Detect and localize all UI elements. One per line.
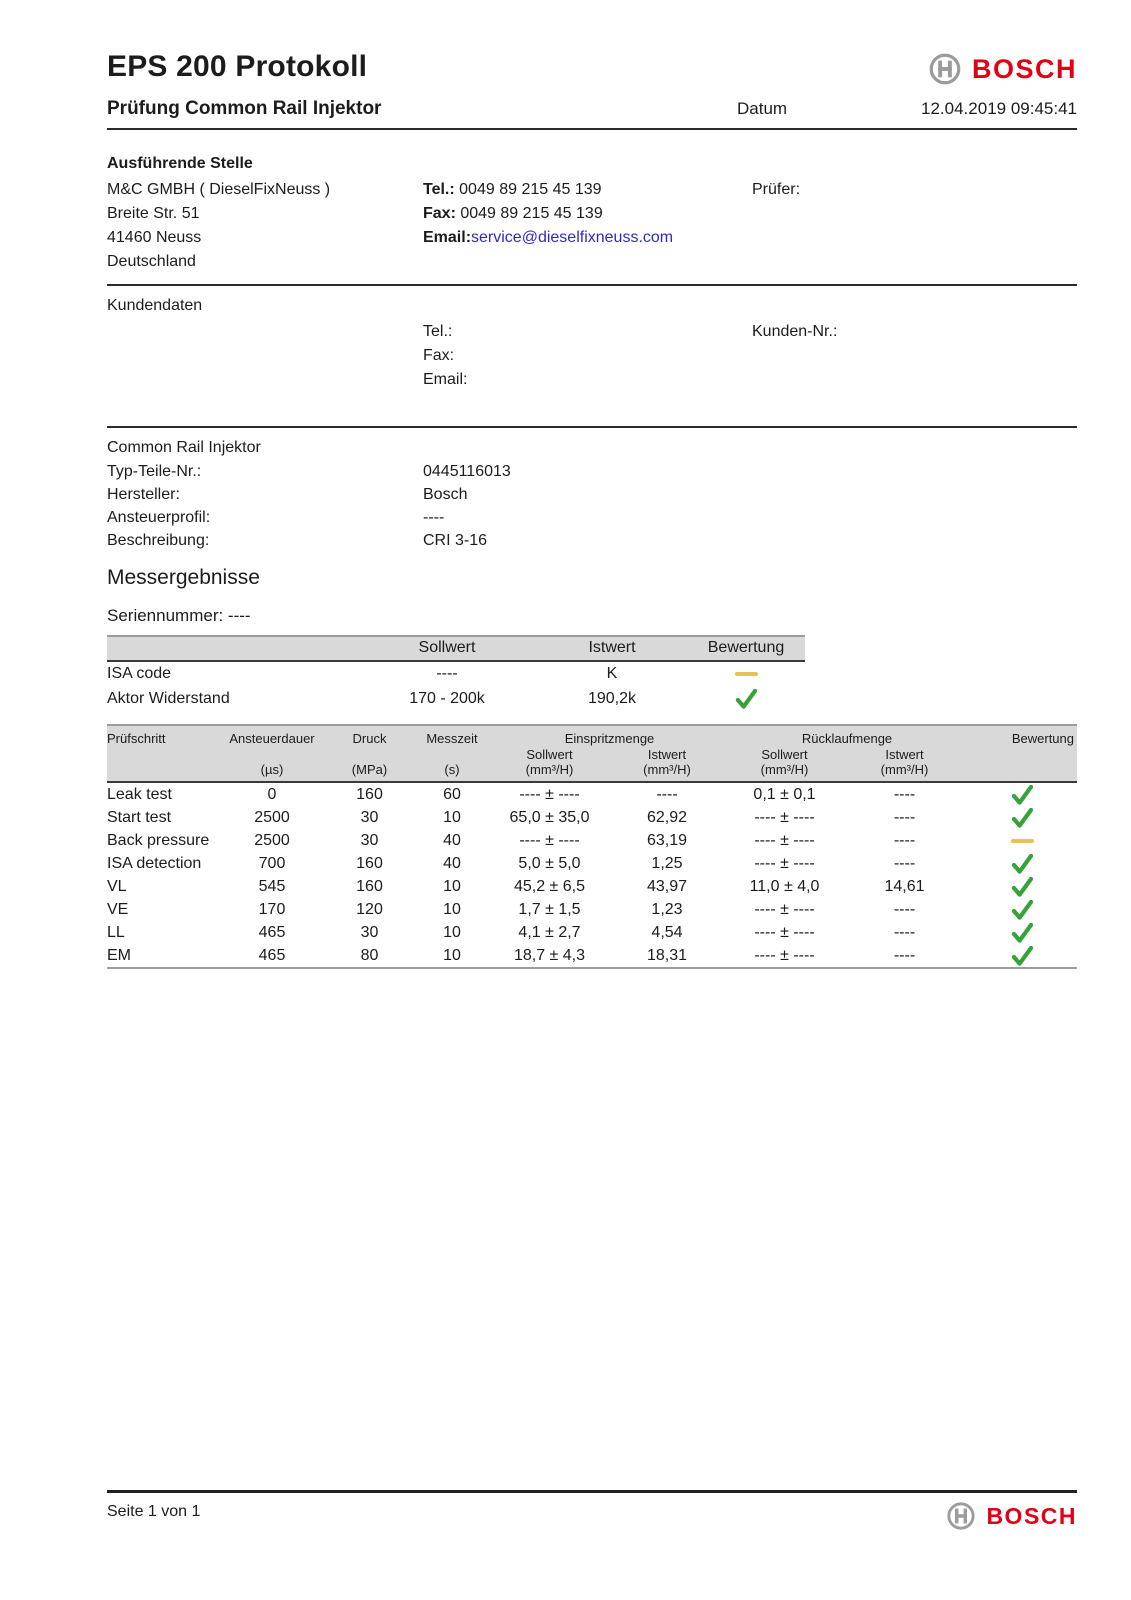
- table-row: [107, 898, 1077, 921]
- col-druck: Druck: [327, 725, 412, 747]
- isa-result-table: [107, 635, 805, 711]
- col-bewertung: Bewertung: [687, 636, 805, 661]
- page-subtitle: Prüfung Common Rail Injektor: [107, 98, 382, 119]
- bewertung-cell: [967, 782, 1077, 806]
- bewertung-cell: [967, 921, 1077, 944]
- einspritz-istwert: ----: [656, 786, 678, 803]
- einspritz-sollwert: 4,1 ± 2,7: [518, 924, 581, 941]
- sollwert-value: 170 - 200k: [409, 689, 485, 707]
- ruecklauf-istwert: ----: [893, 924, 916, 941]
- table-row: [107, 782, 1077, 806]
- executor-fax-line: [423, 202, 752, 226]
- druck-value: 80: [360, 947, 379, 964]
- ruecklauf-istwert: ----: [893, 786, 916, 803]
- executor-section-label: Ausführende Stelle: [107, 155, 253, 172]
- check-icon: [1011, 900, 1034, 920]
- dash-icon: [1011, 839, 1034, 844]
- ansteuerdauer-value: 0: [267, 786, 277, 803]
- bewertung-cell: [967, 875, 1077, 898]
- unit-menge: (mm³/H): [492, 762, 607, 782]
- table-row: [107, 852, 1077, 875]
- unit-menge: (mm³/H): [842, 762, 967, 782]
- customer-number-label: Kunden-Nr.:: [752, 323, 838, 340]
- einspritz-istwert: 62,92: [646, 809, 688, 826]
- messzeit-value: 10: [443, 878, 461, 895]
- executor-address: [107, 178, 423, 274]
- row-label: Leak test: [107, 785, 172, 803]
- ruecklauf-sollwert: 0,1 ± 0,1: [753, 786, 816, 803]
- isa-table-header-row: [107, 636, 805, 661]
- messzeit-value: 10: [443, 947, 461, 964]
- executor-tel-line: [423, 178, 752, 202]
- executor-contact: [423, 178, 752, 274]
- date-value: 12.04.2019 09:45:41: [921, 99, 1077, 118]
- tel-value: 0049 89 215 45 139: [459, 181, 602, 198]
- check-icon: [735, 689, 758, 709]
- ruecklauf-istwert: ----: [893, 809, 916, 826]
- document-header: [107, 0, 1077, 130]
- page-number: Seite 1 von 1: [107, 1503, 201, 1520]
- row-label: ISA code: [107, 665, 172, 682]
- check-icon: [1011, 946, 1034, 966]
- col-bewertung: Bewertung: [967, 725, 1077, 747]
- row-label: Aktor Widerstand: [107, 689, 230, 707]
- bosch-wordmark: BOSCH: [971, 53, 1077, 84]
- check-icon: [1011, 923, 1034, 943]
- ansteuerdauer-value: 700: [258, 855, 286, 872]
- executor-email-line: [423, 226, 752, 250]
- bosch-wordmark: BOSCH: [986, 1502, 1077, 1529]
- bosch-armature-icon: [928, 52, 962, 86]
- executor-section: [107, 130, 1077, 286]
- einspritz-sollwert: ---- ± ----: [519, 832, 580, 849]
- document-footer: [107, 1490, 1077, 1531]
- druck-value: 30: [360, 924, 379, 941]
- ruecklauf-istwert: ----: [893, 901, 916, 918]
- druck-value: 160: [356, 855, 383, 872]
- row-label: EM: [107, 946, 131, 964]
- bewertung-cell: [967, 806, 1077, 829]
- ruecklauf-sollwert: ---- ± ----: [754, 832, 815, 849]
- messzeit-value: 10: [443, 809, 461, 826]
- unit-menge: (mm³/H): [607, 762, 727, 782]
- row-label: Start test: [107, 808, 172, 826]
- customer-tel-label: Tel.:: [423, 323, 453, 340]
- col-istwert: Istwert: [537, 636, 687, 661]
- col-ruecklauf-istwert: Istwert: [885, 747, 924, 762]
- messzeit-value: 40: [443, 855, 461, 872]
- measurement-table-header: [107, 725, 1077, 782]
- col-ansteuerdauer: Ansteuerdauer: [217, 725, 327, 747]
- fax-label: Fax:: [423, 205, 456, 222]
- ruecklauf-sollwert: ---- ± ----: [754, 809, 815, 826]
- bewertung-cell: [967, 852, 1077, 875]
- einspritz-istwert: 4,54: [651, 924, 683, 941]
- col-einspritz-sollwert: Sollwert: [526, 747, 573, 762]
- fax-value: 0049 89 215 45 139: [460, 205, 603, 222]
- table-row: [107, 661, 805, 686]
- measurement-table-body: [107, 782, 1077, 968]
- customer-email-label: Email:: [423, 371, 468, 388]
- executor-company: M&C GMBH ( DieselFixNeuss ): [107, 181, 331, 198]
- einspritz-sollwert: 65,0 ± 35,0: [509, 809, 590, 826]
- executor-street: Breite Str. 51: [107, 205, 200, 222]
- col-pruefschritt: Prüfschritt: [107, 725, 217, 747]
- einspritz-istwert: 18,31: [646, 947, 688, 964]
- ruecklauf-istwert: ----: [893, 947, 916, 964]
- einspritz-istwert: 1,23: [651, 901, 683, 918]
- customer-section-label: Kundendaten: [107, 297, 203, 314]
- unit-druck: (MPa): [327, 762, 412, 782]
- ruecklauf-istwert: ----: [893, 855, 916, 872]
- table-row: [107, 875, 1077, 898]
- ansteuerdauer-value: 2500: [254, 832, 290, 849]
- measurement-table: [107, 724, 1077, 969]
- check-icon: [1011, 785, 1034, 805]
- customer-contact: [423, 320, 752, 392]
- table-row: [107, 944, 1077, 968]
- ruecklauf-sollwert: ---- ± ----: [754, 855, 815, 872]
- tel-label: Tel.:: [423, 181, 455, 198]
- einspritz-sollwert: 18,7 ± 4,3: [513, 947, 586, 964]
- email-link[interactable]: service@dieselfixneuss.com: [471, 229, 674, 246]
- col-messzeit: Messzeit: [412, 725, 492, 747]
- einspritz-istwert: 63,19: [646, 832, 688, 849]
- executor-city: 41460 Neuss: [107, 229, 202, 246]
- unit-menge: (mm³/H): [727, 762, 842, 782]
- page-title: EPS 200 Protokoll: [107, 50, 368, 83]
- ansteuerdauer-value: 2500: [254, 809, 290, 826]
- col-einspritz-istwert: Istwert: [647, 747, 687, 762]
- messzeit-value: 60: [443, 786, 461, 803]
- bewertung-cell: [687, 686, 805, 711]
- istwert-value: K: [606, 665, 618, 682]
- druck-value: 120: [356, 901, 383, 918]
- check-icon: [1011, 877, 1034, 897]
- email-label: Email:: [423, 229, 472, 246]
- dash-icon: [735, 672, 758, 677]
- ansteuerdauer-value: 545: [258, 878, 286, 895]
- unit-ansteuerdauer: (µs): [217, 762, 327, 782]
- table-row: [107, 686, 805, 711]
- einspritz-sollwert: 5,0 ± 5,0: [518, 855, 581, 872]
- ruecklauf-sollwert: ---- ± ----: [754, 901, 815, 918]
- bewertung-cell: [967, 944, 1077, 968]
- druck-value: 160: [356, 878, 383, 895]
- results-heading: Messergebnisse: [107, 566, 260, 589]
- bewertung-cell: [687, 661, 805, 686]
- einspritz-istwert: 1,25: [651, 855, 683, 872]
- check-icon: [1011, 808, 1034, 828]
- unit-messzeit: (s): [412, 762, 492, 782]
- ruecklauf-sollwert: ---- ± ----: [754, 924, 815, 941]
- check-icon: [1011, 854, 1034, 874]
- col-einspritzmenge: Einspritzmenge: [492, 725, 727, 747]
- bewertung-cell: [967, 898, 1077, 921]
- ansteuerdauer-value: 465: [258, 947, 286, 964]
- injector-row-label: Typ-Teile-Nr.:: [107, 463, 202, 480]
- messzeit-value: 40: [443, 832, 461, 849]
- einspritz-sollwert: 1,7 ± 1,5: [518, 901, 581, 918]
- bosch-logo: [928, 52, 1077, 86]
- messzeit-value: 10: [443, 901, 461, 918]
- col-ruecklauf-sollwert: Sollwert: [761, 747, 808, 762]
- messzeit-value: 10: [443, 924, 461, 941]
- ansteuerdauer-value: 170: [258, 901, 286, 918]
- bosch-logo: [946, 1501, 1077, 1531]
- druck-value: 30: [360, 809, 379, 826]
- examiner-label: Prüfer:: [752, 181, 801, 198]
- injector-section: [107, 428, 1077, 552]
- ruecklauf-istwert: ----: [893, 832, 916, 849]
- sollwert-value: ----: [436, 665, 458, 682]
- row-label: VL: [107, 877, 127, 895]
- row-label: VE: [107, 900, 129, 918]
- date-label: Datum: [737, 99, 788, 118]
- druck-value: 160: [356, 786, 383, 803]
- bosch-armature-icon: [946, 1501, 976, 1531]
- istwert-value: 190,2k: [587, 689, 637, 707]
- customer-section: [107, 286, 1077, 428]
- ruecklauf-sollwert: 11,0 ± 4,0: [749, 878, 820, 895]
- injector-row-label: Hersteller:: [107, 486, 180, 503]
- bewertung-cell: [967, 829, 1077, 852]
- col-ruecklaufmenge: Rücklaufmenge: [727, 725, 967, 747]
- injector-row-label: Ansteuerprofil:: [107, 509, 211, 526]
- injector-row-value: ----: [423, 509, 445, 526]
- injector-row-value: Bosch: [423, 486, 468, 503]
- serial-number-line: Seriennummer: ----: [107, 606, 251, 625]
- table-row: [107, 806, 1077, 829]
- row-label: Back pressure: [107, 831, 210, 849]
- injector-row-value: CRI 3-16: [423, 532, 488, 549]
- einspritz-istwert: 43,97: [646, 878, 688, 895]
- row-label: LL: [107, 923, 125, 941]
- einspritz-sollwert: 45,2 ± 6,5: [513, 878, 586, 895]
- druck-value: 30: [360, 832, 379, 849]
- einspritz-sollwert: ---- ± ----: [519, 786, 580, 803]
- executor-country: Deutschland: [107, 253, 196, 270]
- table-row: [107, 921, 1077, 944]
- row-label: ISA detection: [107, 854, 202, 872]
- injector-section-label: Common Rail Injektor: [107, 439, 261, 456]
- customer-fax-label: Fax:: [423, 347, 455, 364]
- ruecklauf-istwert: 14,61: [884, 878, 925, 895]
- ansteuerdauer-value: 465: [258, 924, 286, 941]
- ruecklauf-sollwert: ---- ± ----: [754, 947, 815, 964]
- injector-row-value: 0445116013: [423, 463, 511, 480]
- injector-row-label: Beschreibung:: [107, 532, 210, 549]
- table-row: [107, 829, 1077, 852]
- col-sollwert: Sollwert: [357, 636, 537, 661]
